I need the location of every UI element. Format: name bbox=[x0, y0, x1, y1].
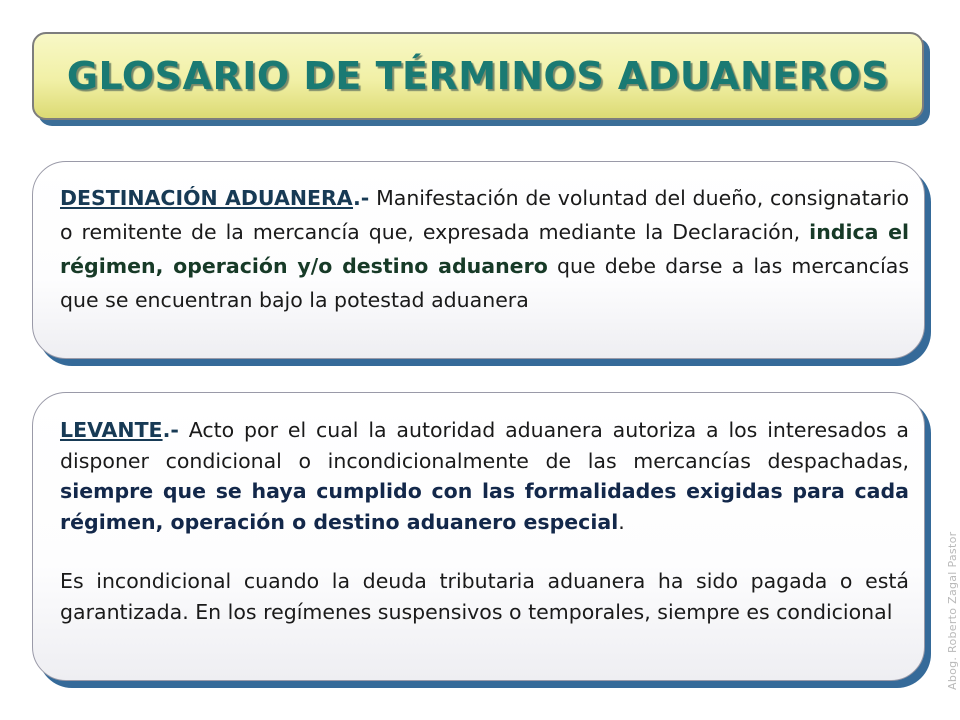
entry-levante-paragraph bbox=[60, 415, 909, 537]
page-title: GLOSARIO DE TÉRMINOS ADUANEROS bbox=[66, 54, 890, 98]
definition-emphasis: indica el régimen, operación y/o destino aduanero bbox=[60, 220, 909, 278]
definition-text: que debe darse a las mercancías que se encuentran bajo la potestad aduanera bbox=[60, 254, 910, 312]
term-separator: .- bbox=[353, 186, 370, 210]
definition-text: Acto por el cual la autoridad aduanera autoriza a los interesados a disponer condicional o incondicionalmente de las mercancías despachadas, bbox=[60, 418, 909, 473]
entry-destinacion-paragraph bbox=[60, 181, 909, 317]
entry-levante-paragraph-2: Es incondicional cuando la deuda tributaria aduanera ha sido pagada o está garantizada. En los regímenes suspensivos o temporales, siempre es condicional bbox=[60, 569, 909, 624]
term-separator: .- bbox=[162, 418, 179, 442]
term-destinacion-aduanera: DESTINACIÓN ADUANERA bbox=[60, 186, 354, 210]
author-watermark: Abog. Roberto Zagal Pastor bbox=[946, 531, 959, 690]
title-banner bbox=[32, 32, 924, 120]
term-levante: LEVANTE bbox=[60, 418, 163, 442]
definition-text: Manifestación de voluntad del dueño, consignatario o remitente de la mercancía que, expresada mediante la Declaración, bbox=[60, 186, 910, 244]
definition-emphasis: siempre que se haya cumplido con las formalidades exigidas para cada régimen, operación o destino aduanero especial bbox=[60, 479, 909, 534]
definition-text: . bbox=[618, 509, 625, 534]
